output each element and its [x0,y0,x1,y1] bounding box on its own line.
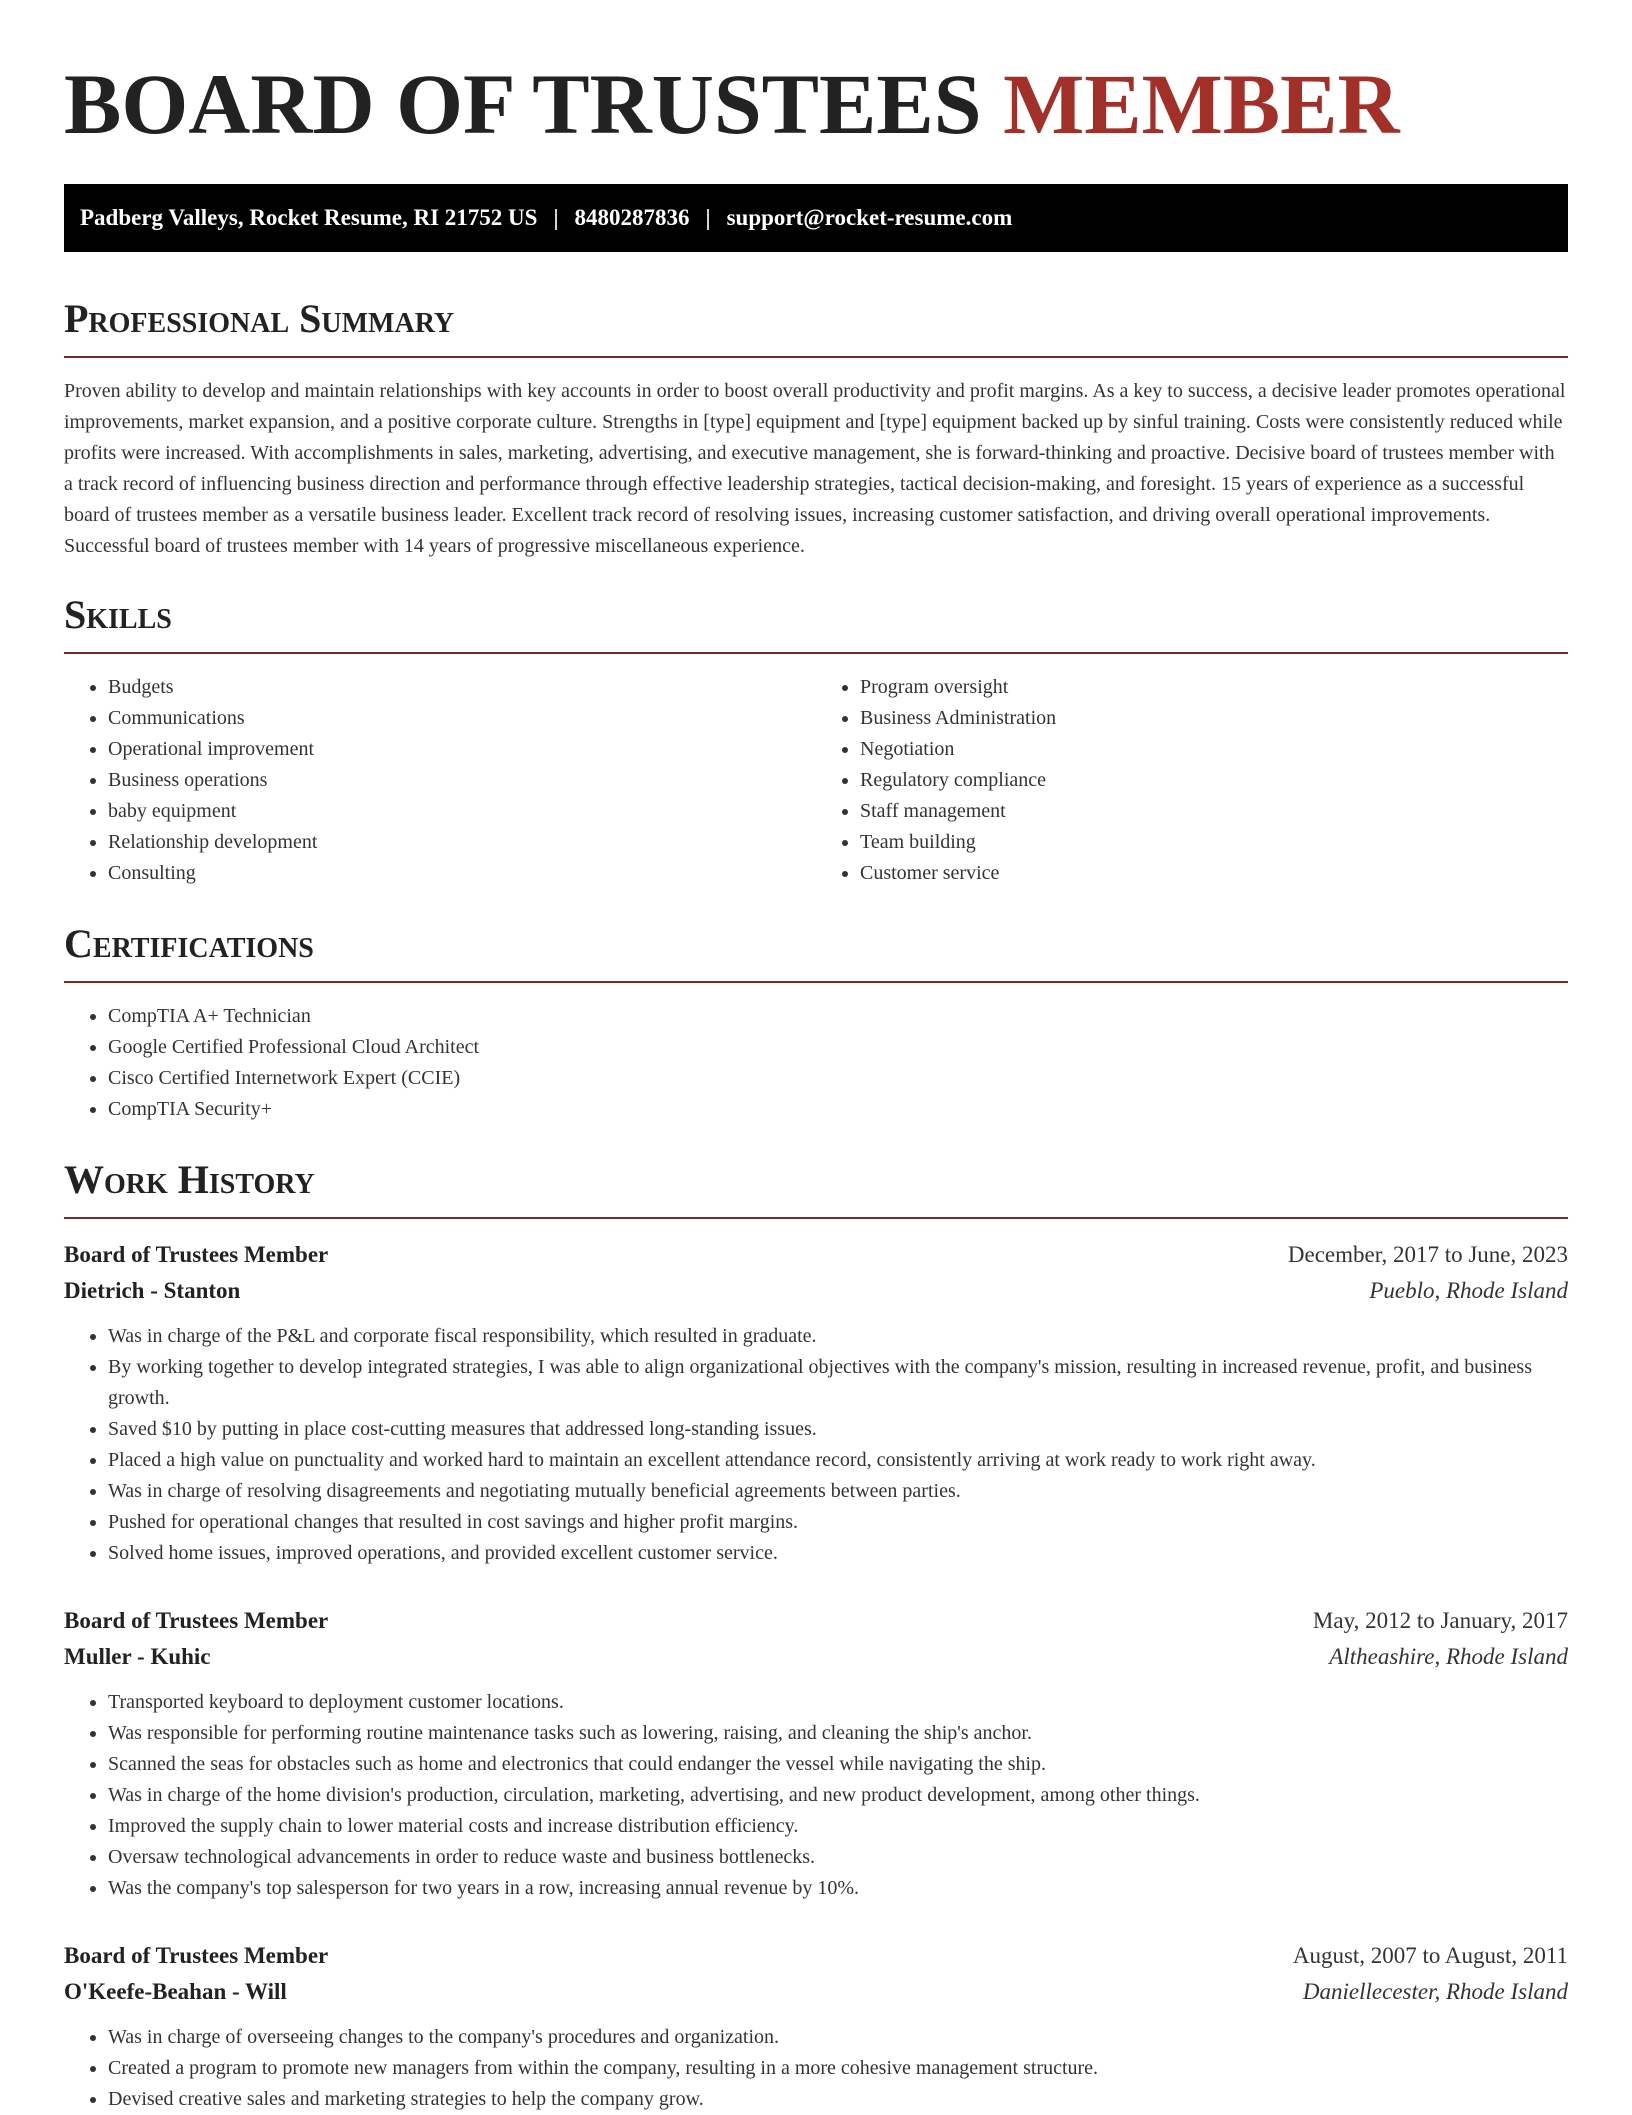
skill-item: • Staff management [860,796,1568,827]
job-company-row [64,1273,1568,1309]
job-title: Board of Trustees Member [64,1608,329,1633]
skill-item: • Business operations [108,765,816,796]
job-entry [64,1237,1568,1569]
job-company: Dietrich - Stanton [64,1278,241,1303]
name-primary: BOARD OF TRUSTEES [64,56,982,152]
skills-section [64,592,1568,889]
certification-item: • CompTIA Security+ [108,1094,1568,1125]
job-bullets [64,1321,1568,1569]
section-divider [64,981,1568,983]
job-bullet: • Was responsible for performing routine maintenance tasks such as lowering, raising, and cleaning the ship's anchor. [108,1718,1568,1749]
job-bullet: • Was in charge of the P&L and corporate fiscal responsibility, which resulted in graduate. [108,1321,1568,1352]
skill-item: • Communications [108,703,816,734]
resume-name [64,56,1568,152]
job-company: O'Keefe-Beahan - Will [64,1979,287,2004]
skill-item: • Team building [860,827,1568,858]
job-bullet: • Transported keyboard to deployment customer locations. [108,1687,1568,1718]
skill-item: • Relationship development [108,827,816,858]
skill-item: • Operational improvement [108,734,816,765]
skill-item: • Negotiation [860,734,1568,765]
job-entry [64,1603,1568,1904]
job-bullet: • Was in charge of overseeing changes to the company's procedures and organization. [108,2022,1568,2053]
job-entry [64,1938,1568,2115]
section-divider [64,356,1568,358]
job-bullet: • Devised creative sales and marketing strategies to help the company grow. [108,2084,1568,2115]
skills-list-left [64,672,816,889]
summary-text: Proven ability to develop and maintain relationships with key accounts in order to boost overall productivity and profit margins. As a key to success, a decisive leader promotes operational improvements, market expansion, and a positive corporate culture. Strengths in [type] equipment and [type] equipment backed up by sinful training. Costs were consistently reduced while profits were increased. With accomplishments in sales, marketing, advertising, and executive management, she is forward-thinking and proactive. Decisive board of trustees member with a track record of influencing business direction and performance through effective leadership strategies, tactical decision-making, and foresight. 15 years of experience as a successful board of trustees member as a versatile business leader. Excellent track record of resolving issues, increasing customer satisfaction, and driving overall operational improvements. Successful board of trustees member with 14 years of progressive miscellaneous experience. [64,380,1566,557]
contact-separator: | [553,205,559,230]
contact-separator: | [705,205,711,230]
job-company: Muller - Kuhic [64,1644,211,1669]
job-header-row [64,1938,1568,1974]
summary-heading: Professional Summary [64,296,455,341]
section-divider [64,652,1568,654]
job-bullet: • Oversaw technological advancements in order to reduce waste and business bottlenecks. [108,1842,1568,1873]
job-bullet: • Was the company's top salesperson for two years in a row, increasing annual revenue by 10%. [108,1873,1568,1904]
certification-item: • Cisco Certified Internetwork Expert (CCIE) [108,1063,1568,1094]
job-bullet: • Saved $10 by putting in place cost-cutting measures that addressed long-standing issues. [108,1414,1568,1445]
work-history-section [64,1157,1568,2115]
name-accent: MEMBER [1003,56,1400,152]
job-location: Pueblo, Rhode Island [1369,1278,1568,1303]
job-dates: December, 2017 to June, 2023 [1287,1242,1568,1267]
job-bullet: • Improved the supply chain to lower material costs and increase distribution efficiency. [108,1811,1568,1842]
job-location: Daniellecester, Rhode Island [1302,1979,1568,2004]
section-divider [64,1217,1568,1219]
contact-bar [64,184,1568,252]
job-dates: May, 2012 to January, 2017 [1312,1608,1568,1633]
skills-heading: Skills [64,592,172,637]
contact-phone[interactable]: 8480287836 [574,205,690,230]
job-bullet: • Scanned the seas for obstacles such as home and electronics that could endanger the vessel while navigating the ship. [108,1749,1568,1780]
skills-grid [64,672,1568,889]
contact-address: Padberg Valleys, Rocket Resume, RI 21752 US [80,205,538,230]
skill-item: • Business Administration [860,703,1568,734]
job-bullets [64,2022,1568,2115]
job-bullet: • By working together to develop integrated strategies, I was able to align organizational objectives with the company's mission, resulting in increased revenue, profit, and business growth. [108,1352,1568,1414]
job-dates: August, 2007 to August, 2011 [1292,1943,1568,1968]
job-bullet: • Was in charge of the home division's production, circulation, marketing, advertising, and new product development, among other things. [108,1780,1568,1811]
certification-item: • Google Certified Professional Cloud Architect [108,1032,1568,1063]
job-bullet: • Placed a high value on punctuality and worked hard to maintain an excellent attendance record, consistently arriving at work ready to work right away. [108,1445,1568,1476]
skill-item: • Customer service [860,858,1568,889]
job-bullets [64,1687,1568,1904]
job-bullet: • Pushed for operational changes that resulted in cost savings and higher profit margins. [108,1507,1568,1538]
summary-section [64,296,1568,562]
job-header-row [64,1603,1568,1639]
skills-list-right [816,672,1568,889]
job-company-row [64,1639,1568,1675]
certifications-list [64,1001,1568,1125]
job-bullet: • Created a program to promote new managers from within the company, resulting in a more cohesive management structure. [108,2053,1568,2084]
job-header-row [64,1237,1568,1273]
skill-item: • Budgets [108,672,816,703]
certification-item: • CompTIA A+ Technician [108,1001,1568,1032]
skill-item: • Regulatory compliance [860,765,1568,796]
job-title: Board of Trustees Member [64,1943,329,1968]
work-history-heading: Work History [64,1157,315,1202]
contact-email[interactable]: support@rocket-resume.com [726,205,1013,230]
job-title: Board of Trustees Member [64,1242,329,1267]
skill-item: • Consulting [108,858,816,889]
skill-item: • Program oversight [860,672,1568,703]
certifications-heading: Certifications [64,921,314,966]
job-bullet: • Was in charge of resolving disagreements and negotiating mutually beneficial agreements between parties. [108,1476,1568,1507]
job-company-row [64,1974,1568,2010]
job-location: Altheashire, Rhode Island [1329,1644,1568,1669]
job-bullet: • Solved home issues, improved operations, and provided excellent customer service. [108,1538,1568,1569]
skill-item: • baby equipment [108,796,816,827]
certifications-section [64,921,1568,1125]
